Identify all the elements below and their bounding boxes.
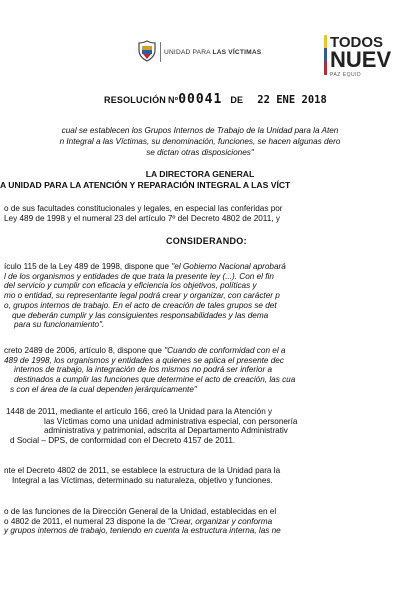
- para3-line4: d Social – DPS, de conformidad con el Decreto 4157 de 2011.: [10, 436, 236, 446]
- resolution-line: [104, 92, 327, 107]
- resolution-de: DE: [230, 95, 244, 105]
- para3-line3: administrativa y patrimonial, adscrita al Departamento Administrativ: [44, 426, 288, 436]
- resolution-no: Nº: [168, 95, 179, 105]
- preamble-line1: cual se establecen los Grupos Internos de Trabajo de la Unidad para la Aten: [61, 126, 339, 135]
- unidad-victimas-logo: [138, 40, 156, 67]
- para1-line7: para su funcionamiento".: [14, 320, 105, 330]
- para1-line2: l de los organismos y entidades de que trata la presente ley (...). Con el fin: [4, 271, 274, 281]
- para4-line2: Integral a las Víctimas, determinado su naturaleza, objetivo y funciones.: [12, 475, 273, 485]
- paragraph-1: [4, 262, 286, 330]
- para2-line1: creto 2489 de 2006, artículo 8, dispone que "Cuando de conformidad con el a: [4, 346, 286, 355]
- unidad-divider: [160, 42, 161, 62]
- todos-line2: NUEV: [330, 47, 392, 72]
- resolution-number: 00041: [178, 92, 223, 107]
- para4-line1: nte el Decreto 4802 de 2011, se establece la estructura de la Unidad para la: [4, 466, 281, 475]
- todos-line3: PAZ EQUID: [330, 72, 362, 78]
- intro-line1: o de sus facultades constitucionales y legales, en especial las conferidas por: [4, 204, 283, 213]
- paragraph-4: [4, 466, 280, 485]
- intro-block: [4, 204, 283, 223]
- logo-bold: LAS VÍCTIMAS: [212, 49, 262, 56]
- para5-line2: o 4802 de 2011, el numeral 23 dispone la de "Crear, organizar y conforma: [4, 516, 273, 526]
- todos-color-accent: [324, 35, 327, 75]
- paragraph-3: [4, 407, 298, 446]
- todos-line1: TODOS: [330, 34, 384, 51]
- para1-line4: mo o entidad, su representante legal podrá crear y organizar, con carácter p: [4, 291, 280, 301]
- para1-line3: del servicio y cumplir con eficacia y eficiencia los objetivos, políticas y: [4, 281, 257, 291]
- resolution-label: RESOLUCIÓN: [104, 95, 167, 105]
- unidad-logo-text: [164, 49, 261, 56]
- paragraph-2: [4, 346, 295, 395]
- todos-logo: [330, 35, 391, 78]
- authority-entity: A UNIDAD PARA LA ATENCIÓN Y REPARACIÓN INTEGRAL A LAS VÍCT: [0, 180, 291, 190]
- authority-title: LA DIRECTORA GENERAL: [145, 169, 255, 179]
- paragraph-5: [4, 507, 281, 536]
- para2-line4: destinados a cumplir las funciones que determine el acto de creación, las cua: [14, 375, 296, 385]
- intro-line2: Ley 489 de 1998 y el numeral 23 del artículo 7º del Decreto 4802 de 2011, y: [4, 213, 280, 223]
- para1-line5: o, grupos internos de trabajo. En el acto de creación de tales grupos se det: [4, 300, 277, 310]
- para3-line1: 1448 de 2011, mediante el artículo 166, creó la Unidad para la Atención y: [6, 407, 273, 416]
- para1-line6: que deberán cumplir y las consiguientes responsabilidades y las dema: [12, 310, 269, 320]
- logo-prefix: UNIDAD PARA: [164, 49, 211, 56]
- colombia-shield-icon: [138, 40, 156, 62]
- para1-line1: ículo 115 de la Ley 489 de 1998, dispone que "el Gobierno Nacional aprobará: [4, 262, 286, 271]
- preamble-line2: n Integral a las Víctimas, su denominación, funciones, se hacen algunas dero: [59, 137, 341, 146]
- para2-line3: internos de trabajo, la integración de los mismos no podrá ser inferior a: [14, 365, 273, 375]
- resolution-date: 22 ENE 2018: [257, 94, 327, 106]
- considerando-heading: CONSIDERANDO:: [166, 236, 247, 246]
- para5-line3: y grupos internos de trabajo, teniendo en cuenta la estructura interna, las ne: [4, 526, 281, 536]
- para2-line5: s con el área de la cual dependen jerárquicamente": [10, 384, 197, 394]
- para3-line2: las Víctimas como una unidad administrativa especial, con personería: [44, 416, 298, 426]
- preamble-line3: se dictan otras disposiciones": [146, 148, 254, 157]
- para5-line1: o de las funciones de la Dirección General de la Unidad, establecidas en el: [4, 507, 277, 516]
- para2-line2: 489 de 1998, los organismos y entidades a quienes se aplica el presente dec: [4, 355, 284, 365]
